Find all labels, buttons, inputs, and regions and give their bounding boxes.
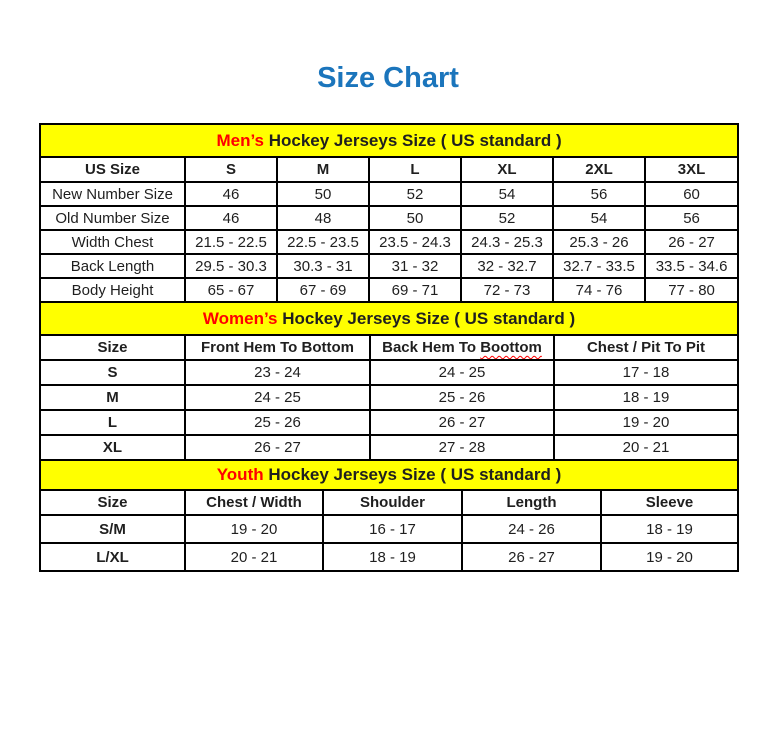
value-cell: 25.3 - 26	[553, 230, 645, 254]
mens-section-header-row	[40, 124, 738, 157]
value-cell: 24 - 26	[462, 515, 601, 543]
value-cell: 16 - 17	[323, 515, 462, 543]
col-header-cell: Shoulder	[323, 490, 462, 515]
youth-header-row	[40, 490, 738, 515]
value-cell: 26 - 27	[462, 543, 601, 571]
value-cell: 27 - 28	[370, 435, 554, 460]
col-header-cell: Sleeve	[601, 490, 738, 515]
womens-section-header-row	[40, 302, 738, 335]
value-cell: 17 - 18	[554, 360, 738, 385]
value-cell: 50	[277, 182, 369, 206]
value-cell: 19 - 20	[601, 543, 738, 571]
col-header-cell: M	[277, 157, 369, 182]
col-header-cell: Size	[40, 335, 185, 360]
value-cell: 23.5 - 24.3	[369, 230, 461, 254]
value-cell: 21.5 - 22.5	[185, 230, 277, 254]
col-header-cell-misspelled	[370, 335, 554, 360]
mens-header-row	[40, 157, 738, 182]
womens-section-rest: Hockey Jerseys Size ( US standard )	[277, 308, 576, 328]
value-cell: 32.7 - 33.5	[553, 254, 645, 278]
value-cell: 18 - 19	[323, 543, 462, 571]
value-cell: 24 - 25	[185, 385, 370, 410]
youth-section-rest: Hockey Jerseys Size ( US standard )	[263, 465, 562, 484]
row-label-cell: Back Length	[40, 254, 185, 278]
value-cell: 18 - 19	[554, 385, 738, 410]
value-cell: 29.5 - 30.3	[185, 254, 277, 278]
womens-section-highlight: Women’s	[202, 308, 278, 328]
col-header-cell: 2XL	[553, 157, 645, 182]
value-cell: 69 - 71	[369, 278, 461, 302]
value-cell: 54	[461, 182, 553, 206]
row-label-cell: S	[40, 360, 185, 385]
mens-section-rest: Hockey Jerseys Size ( US standard )	[264, 130, 562, 150]
col-header-cell: 3XL	[645, 157, 738, 182]
value-cell: 22.5 - 23.5	[277, 230, 369, 254]
table-row	[40, 278, 738, 302]
value-cell: 67 - 69	[277, 278, 369, 302]
value-cell: 24.3 - 25.3	[461, 230, 553, 254]
value-cell: 33.5 - 34.6	[645, 254, 738, 278]
value-cell: 56	[553, 182, 645, 206]
row-label-cell: L	[40, 410, 185, 435]
value-cell: 46	[185, 206, 277, 230]
col-header-cell: Length	[462, 490, 601, 515]
value-cell: 60	[645, 182, 738, 206]
row-label-cell: Width Chest	[40, 230, 185, 254]
value-cell: 46	[185, 182, 277, 206]
row-label-cell: M	[40, 385, 185, 410]
size-tables	[39, 123, 737, 572]
col-header-cell: Front Hem To Bottom	[185, 335, 370, 360]
table-row	[40, 543, 738, 571]
youth-size-table	[39, 459, 739, 572]
value-cell: 26 - 27	[185, 435, 370, 460]
value-cell: 31 - 32	[369, 254, 461, 278]
table-row	[40, 385, 738, 410]
value-cell: 18 - 19	[601, 515, 738, 543]
youth-section-header	[40, 460, 738, 490]
table-row	[40, 410, 738, 435]
value-cell: 25 - 26	[185, 410, 370, 435]
value-cell: 24 - 25	[370, 360, 554, 385]
page-title: Size Chart	[317, 62, 459, 94]
misspelled-word: Boottom	[480, 339, 542, 356]
value-cell: 65 - 67	[185, 278, 277, 302]
value-cell: 23 - 24	[185, 360, 370, 385]
col-header-cell: XL	[461, 157, 553, 182]
row-label-cell: New Number Size	[40, 182, 185, 206]
value-cell: 25 - 26	[370, 385, 554, 410]
womens-section-header	[40, 302, 738, 335]
table-row	[40, 435, 738, 460]
table-row	[40, 515, 738, 543]
value-cell: 74 - 76	[553, 278, 645, 302]
value-cell: 77 - 80	[645, 278, 738, 302]
col-header-cell: Chest / Width	[185, 490, 323, 515]
value-cell: 50	[369, 206, 461, 230]
womens-header-row	[40, 335, 738, 360]
value-cell: 19 - 20	[185, 515, 323, 543]
row-label-cell: Body Height	[40, 278, 185, 302]
mens-size-table	[39, 123, 739, 303]
value-cell: 52	[461, 206, 553, 230]
mens-section-header	[40, 124, 738, 157]
value-cell: 20 - 21	[554, 435, 738, 460]
youth-section-highlight: Youth	[216, 465, 264, 484]
header-text: Back Hem To	[382, 339, 481, 356]
table-row	[40, 230, 738, 254]
value-cell: 30.3 - 31	[277, 254, 369, 278]
table-row	[40, 206, 738, 230]
value-cell: 19 - 20	[554, 410, 738, 435]
col-header-cell: S	[185, 157, 277, 182]
row-label-cell: Old Number Size	[40, 206, 185, 230]
womens-size-table	[39, 301, 739, 461]
col-header-cell: Size	[40, 490, 185, 515]
value-cell: 52	[369, 182, 461, 206]
row-label-cell: L/XL	[40, 543, 185, 571]
table-row	[40, 182, 738, 206]
value-cell: 32 - 32.7	[461, 254, 553, 278]
value-cell: 20 - 21	[185, 543, 323, 571]
value-cell: 72 - 73	[461, 278, 553, 302]
value-cell: 54	[553, 206, 645, 230]
table-row	[40, 254, 738, 278]
col-header-cell: L	[369, 157, 461, 182]
col-header-cell: Chest / Pit To Pit	[554, 335, 738, 360]
table-row	[40, 360, 738, 385]
row-label-cell: S/M	[40, 515, 185, 543]
value-cell: 26 - 27	[645, 230, 738, 254]
value-cell: 26 - 27	[370, 410, 554, 435]
youth-section-header-row	[40, 460, 738, 490]
row-label-cell: XL	[40, 435, 185, 460]
value-cell: 56	[645, 206, 738, 230]
mens-section-highlight: Men’s	[216, 130, 264, 150]
value-cell: 48	[277, 206, 369, 230]
col-header-cell: US Size	[40, 157, 185, 182]
